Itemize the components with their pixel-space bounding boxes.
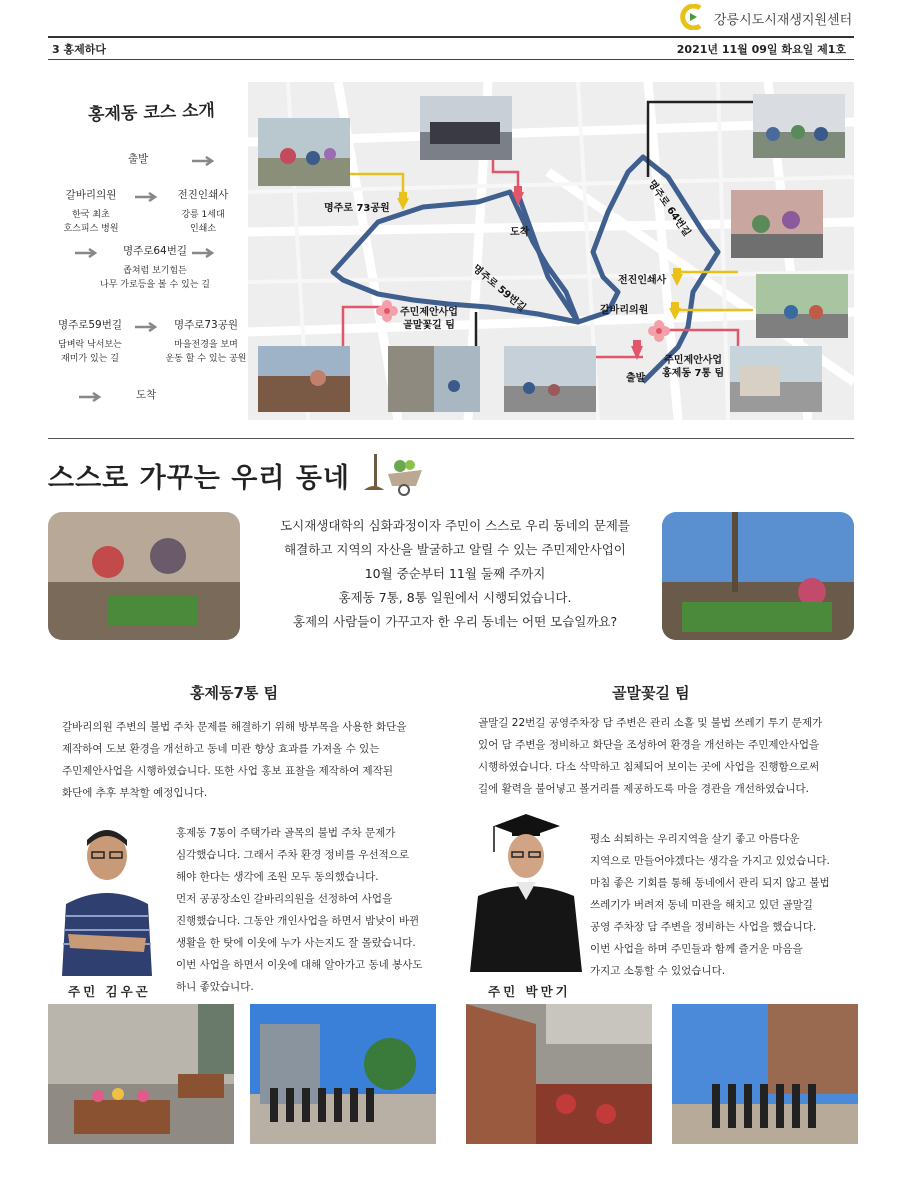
pin-arrival-icon [511,186,525,206]
issue-bar [48,38,854,60]
photo-planting-left [48,512,240,640]
course-step-desc: 좁쳐럼 보기힘든 나무 가로등을 볼 수 있는 길 [100,266,210,290]
team-7tong-title: 홍제동7통 팀 [190,684,279,702]
pin-press-icon [670,268,684,286]
arrow-right-icon [134,192,158,202]
photo-road59 [388,346,480,412]
map-label-clinic: 갈바리의원 [600,305,649,316]
issue-date: 2021년 11월 09일 화요일 제1호 [676,43,846,56]
resident-park-name: 주민 박만기 [488,984,571,999]
summary-line: 갈바리의원 주변의 불법 주차 문제를 해결하기 위해 방부목을 사용한 화단을 [62,721,407,733]
course-step-desc: 마을전경을 보며 운동 할 수 있는 공원 [165,340,247,364]
summary-line: 화단에 추후 부착할 예정입니다. [62,787,208,799]
course-title: 홍제동 코스 소개 [87,100,216,126]
course-step-arrival: 도착 [136,389,157,401]
quote-line: 진행했습니다. 그동안 개인사업을 하면서 밤낮이 바뀐 [176,915,420,927]
photo-arrival [420,96,512,160]
course-step-label: 명주로73공원 [173,319,239,331]
article-headline: 스스로 가꾸는 우리 동네 [48,463,351,494]
flower-7tong-icon [648,320,670,342]
quote-line: 평소 쇠퇴하는 우리지역을 살기 좋고 아름다운 [590,833,800,845]
map-label-arrival: 도착 [510,227,530,238]
resident-kim-portrait [58,826,156,976]
course-intro [48,80,248,420]
course-step-desc: 담벼락 낙서보는 재미가 있는 길 [58,340,122,364]
photo-golmal-wall [466,1004,652,1144]
map-label-road59: 명주로 59번길 [470,263,528,314]
map-label-start: 출발 [626,373,646,384]
course-step-clinic [56,188,126,236]
course-map [248,82,854,420]
center-logo-icon [678,4,708,30]
map-label-road64: 명주로 64번길 [645,178,693,239]
section-label: 3 홍제하다 [52,43,106,56]
quote-line: 지역으로 만들어야겠다는 생각을 가지고 있었습니다. [590,855,830,867]
intro-line: 도시재생대학의 심화과정이자 주민이 스스로 우리 동네의 문제를 [280,518,630,533]
photo-7tong-group [250,1004,436,1144]
quote-line: 마침 좋은 기회를 통해 동네에서 관리 되지 않고 불법 [590,877,830,889]
wheelbarrow-icon [360,452,426,496]
arrow-right-icon [191,248,215,258]
summary-line: 골말길 22번길 공영주차장 담 주변은 관리 소홀 및 불법 쓰레기 투기 문제가 [478,717,823,729]
masthead [0,0,900,36]
photo-press [756,274,848,338]
summary-line: 주민제안사업을 시행하였습니다. 또한 사업 홍보 표찰을 제작하여 제작된 [62,765,393,777]
photo-golmal-group [672,1004,858,1144]
photo-road59-street [504,346,596,412]
quote-line: 이번 사업을 하며 주민들과 함께 즐거운 마음을 [590,943,803,955]
arrow-right-icon [78,392,102,402]
course-step-label: 명주로64번길 [122,245,188,257]
resident-park-quote [590,828,860,982]
team-golmal-title: 골말꽃길 팀 [612,684,690,702]
course-step-label: 전진인쇄사 [177,189,229,201]
map-label-golmal-team: 주민제안사업 골말꽃길 팀 [400,307,458,331]
map-label-7tong-team: 주민제안사업 홍제동 7통 팀 [662,355,725,379]
quote-line: 생활을 한 탓에 이웃에 누가 사는지도 잘 몰랐습니다. [176,937,416,949]
map-label-press: 전진인쇄사 [618,275,667,286]
team-7tong-summary [62,716,442,804]
arrow-right-icon [134,322,158,332]
quote-line: 심각했습니다. 그래서 주차 환경 정비를 우선적으로 [176,849,410,861]
course-step-press [168,188,238,236]
course-step-desc: 한국 최초 호스피스 병원 [63,210,119,234]
intro-text [255,514,655,634]
photo-start-area [753,94,845,158]
intro-line: 홍제의 사람들이 가꾸고자 한 우리 동네는 어떤 모습일까요? [292,614,618,629]
resident-park-portrait [464,812,588,972]
photo-road64 [731,190,823,258]
quote-line: 가지고 소통할 수 있었습니다. [590,965,726,977]
course-step-desc: 강릉 1세대 인쇄소 [181,210,225,234]
course-step-park73 [160,318,252,366]
intro-line: 해결하고 지역의 자산을 발굴하고 알릴 수 있는 주민제안사업이 [284,542,626,557]
quote-line: 이번 사업을 하면서 이웃에 대해 알아가고 동네 봉사도 [176,959,423,971]
course-step-start: 출발 [128,153,149,165]
photo-park73 [258,118,350,186]
summary-line: 길에 활력을 불어넣고 볼거리를 제공하도록 마을 경관을 개선하였습니다. [478,783,809,795]
quote-line: 먼저 공공장소인 갈바리의원을 선정하여 사업을 [176,893,393,905]
course-step-label: 갈바리의원 [65,189,117,201]
intro-line: 10월 중순부터 11월 둘째 주까지 [364,566,546,581]
photo-flowerbed-wall [48,1004,234,1144]
course-step-road59 [50,318,130,366]
photo-planting-right [662,512,854,640]
quote-line: 하니 좋았습니다. [176,981,254,993]
resident-kim-name: 주민 김우곤 [68,984,151,999]
arrow-right-icon [191,156,215,166]
photo-golmal-team [258,346,350,412]
map-label-park73: 명주로 73공원 [324,203,390,214]
flower-golmal-icon [376,300,398,322]
summary-line: 있어 담 주변을 정비하고 화단을 조성하여 환경을 개선하는 주민제안사업을 [478,739,820,751]
quote-line: 해야 한다는 생각에 조원 모두 동의했습니다. [176,871,379,883]
summary-line: 제작하여 도보 환경을 개선하고 동네 미관 향상 효과를 가져올 수 있는 [62,743,380,755]
quote-line: 공영 주차장 담 주변을 정비하는 사업을 했습니다. [590,921,817,933]
quote-line: 홍제동 7통이 주택가라 골목의 불법 주차 문제가 [176,827,396,839]
team-golmal-summary [478,712,858,800]
summary-line: 시행하였습니다. 다소 삭막하고 침체되어 보이는 곳에 사업을 진행함으로써 [478,761,820,773]
quote-line: 쓰레기가 버려져 동네 미관을 해치고 있던 골말길 [590,899,813,911]
org-name: 강릉시도시재생지원센터 [714,13,853,28]
pin-start-icon [630,340,644,360]
pin-park73-icon [396,192,410,210]
pin-clinic-icon [668,302,682,320]
resident-kim-quote [176,822,458,998]
course-step-label: 명주로59번길 [57,319,123,331]
section-divider [48,438,854,439]
photo-7tong-team [730,346,822,412]
intro-line: 홍제동 7통, 8통 일원에서 시행되었습니다. [338,590,572,605]
